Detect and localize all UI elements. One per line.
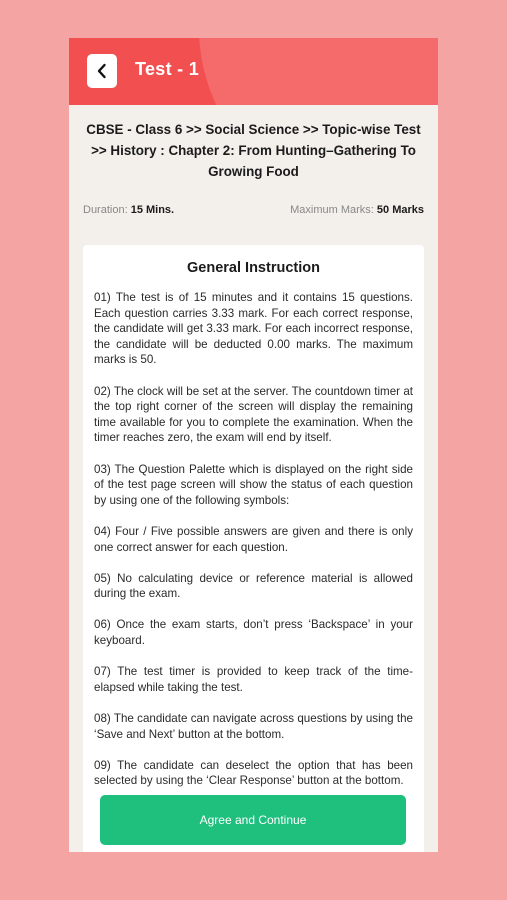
test-meta-row: [83, 204, 424, 216]
instruction-item: 04) Four / Five possible answers are given and there is only one correct answer for each question.: [94, 524, 413, 554]
instruction-item: 08) The candidate can navigate across questions by using the ‘Save and Next’ button at the bottom.: [94, 712, 413, 741]
app-screen: [69, 38, 438, 852]
instruction-item: 01) The test is of 15 minutes and it contains 15 questions. Each question carries 3.33 mark. For each correct response, the candidate will get 3.33 mark. For each incorrect response, the candidate will be deducted 0.00 marks. The maximum marks is 50.: [94, 291, 413, 367]
agree-continue-button[interactable]: Agree and Continue: [100, 795, 406, 845]
duration-label: Duration:: [83, 204, 128, 216]
max-marks-label: Maximum Marks:: [290, 204, 374, 216]
instruction-item: 09) The candidate can deselect the option that has been selected by using the ‘Clear Response’ button at the bottom.: [94, 758, 413, 788]
instruction-item: 07) The test timer is provided to keep track of the time-elapsed while taking the test.: [94, 665, 413, 694]
breadcrumb: CBSE - Class 6 >> Social Science >> Topic-wise Test >> History : Chapter 2: From Hunting–Gathering To Growing Food: [86, 122, 421, 179]
instruction-item: 02) The clock will be set at the server. The countdown timer at the top right corner of the screen will display the remaining time available for you to complete the examination. When the timer reaches zero, the exam will end by itself.: [94, 384, 413, 445]
header-decoration: [199, 38, 438, 105]
max-marks-info: [290, 204, 424, 216]
instruction-item: 05) No calculating device or reference material is allowed during the exam.: [94, 571, 413, 601]
chevron-left-icon: [96, 63, 108, 79]
page-title: Test - 1: [135, 59, 200, 79]
back-button[interactable]: [87, 54, 117, 88]
instructions-list: [83, 290, 424, 789]
max-marks-value: 50 Marks: [376, 204, 424, 216]
duration-value: 15 Mins.: [130, 204, 175, 216]
instructions-card[interactable]: [83, 245, 424, 852]
instruction-item: 06) Once the exam starts, don’t press ‘Backspace’ in your keyboard.: [94, 618, 413, 648]
instructions-title: General Instruction: [187, 260, 320, 276]
app-header: [69, 38, 438, 105]
instruction-item: 03) The Question Palette which is displayed on the right side of the test page screen will show the status of each question by using one of the following symbols:: [94, 462, 413, 507]
duration-info: [83, 204, 174, 216]
